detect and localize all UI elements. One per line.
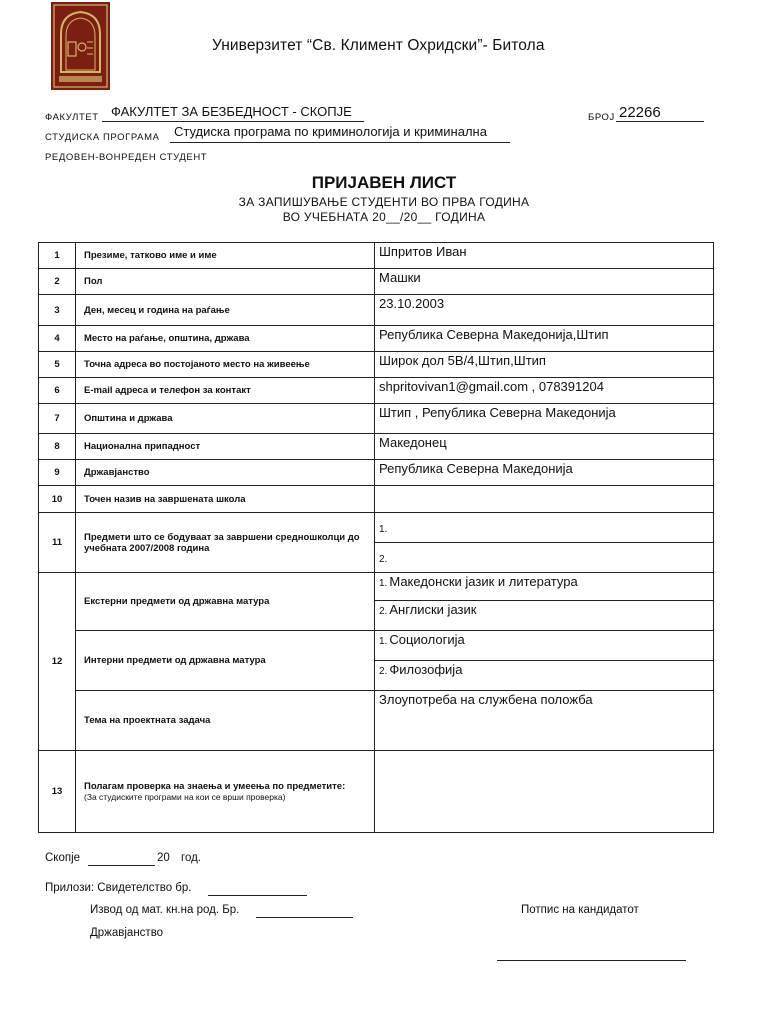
table-row bbox=[39, 573, 714, 601]
number-value: 22266 bbox=[619, 104, 661, 121]
row-number: 10 bbox=[39, 486, 76, 513]
table-row bbox=[39, 295, 714, 326]
university-logo bbox=[51, 2, 110, 90]
signature-line bbox=[497, 960, 686, 961]
number-label: БРОЈ bbox=[588, 112, 615, 123]
row-number: 13 bbox=[39, 751, 76, 833]
row-value: Шпритов Иван bbox=[375, 243, 714, 269]
table-row bbox=[39, 691, 714, 751]
number-underline bbox=[616, 121, 704, 122]
row-value: Машки bbox=[375, 269, 714, 295]
row-value: Македонец bbox=[375, 434, 714, 460]
item-number: 1. bbox=[379, 578, 388, 589]
row-number: 8 bbox=[39, 434, 76, 460]
item-number: 2. bbox=[379, 666, 388, 677]
student-type: РЕДОВЕН-ВОНРЕДЕН СТУДЕНТ bbox=[45, 152, 208, 163]
row-label: Место на раѓање, општина, држава bbox=[76, 326, 375, 352]
row-value: Штип , Република Северна Македонија bbox=[375, 404, 714, 434]
table-row bbox=[39, 404, 714, 434]
row-label: Национална припадност bbox=[76, 434, 375, 460]
row-label: Екстерни предмети од државна матура bbox=[76, 573, 375, 631]
row-number: 3 bbox=[39, 295, 76, 326]
item-number: 1. bbox=[379, 636, 388, 647]
row-value bbox=[375, 513, 714, 543]
row-number: 5 bbox=[39, 352, 76, 378]
row-value bbox=[375, 486, 714, 513]
row-label bbox=[76, 751, 375, 833]
row-label: Презиме, татково име и име bbox=[76, 243, 375, 269]
exam-label: Полагам проверка на знаења и умеења по предметите: bbox=[84, 781, 346, 792]
row-value: 23.10.2003 bbox=[375, 295, 714, 326]
place-label: Скопје bbox=[45, 852, 81, 864]
faculty-label: ФАКУЛТЕТ bbox=[45, 112, 99, 123]
row-number: 4 bbox=[39, 326, 76, 352]
table-row bbox=[39, 751, 714, 833]
row-value bbox=[375, 661, 714, 691]
row-number: 6 bbox=[39, 378, 76, 404]
year-prefix: 20 bbox=[157, 852, 170, 864]
item-number: 2. bbox=[379, 606, 388, 617]
program-value: Студиска програма по криминологија и криминална bbox=[174, 124, 487, 139]
table-row bbox=[39, 434, 714, 460]
registration-table bbox=[38, 242, 714, 833]
table-row bbox=[39, 460, 714, 486]
row-value bbox=[375, 751, 714, 833]
table-row bbox=[39, 269, 714, 295]
row-label: Ден, месец и година на раѓање bbox=[76, 295, 375, 326]
row-value: shpritovivan1@gmail.com , 078391204 bbox=[375, 378, 714, 404]
row-label: Предмети што се бодуваат за завршени средношколци до учебната 2007/2008 година bbox=[76, 513, 375, 573]
faculty-underline bbox=[102, 121, 364, 122]
row-label: Тема на проектната задача bbox=[76, 691, 375, 751]
row-value: Злоупотреба на службена положба bbox=[375, 691, 714, 751]
item-number: 1. bbox=[379, 524, 388, 535]
row-value: Република Северна Македонија bbox=[375, 460, 714, 486]
table-row bbox=[39, 378, 714, 404]
form-title: ПРИЈАВЕН ЛИСТ bbox=[311, 173, 457, 192]
program-label: СТУДИСКА ПРОГРАМА bbox=[45, 132, 160, 143]
item-value: Англиски јазик bbox=[389, 602, 477, 617]
citizenship-label: Државјанство bbox=[90, 927, 164, 939]
row-label: Интерни предмети од државна матура bbox=[76, 631, 375, 691]
row-value bbox=[375, 543, 714, 573]
row-label: Државјанство bbox=[76, 460, 375, 486]
program-underline bbox=[170, 142, 510, 143]
table-row bbox=[39, 513, 714, 543]
table-row bbox=[39, 326, 714, 352]
row-value bbox=[375, 573, 714, 601]
row-label: Точна адреса во постојаното место на живеење bbox=[76, 352, 375, 378]
row-number: 1 bbox=[39, 243, 76, 269]
row-number: 12 bbox=[39, 573, 76, 751]
table-row bbox=[39, 486, 714, 513]
table-row bbox=[39, 352, 714, 378]
excerpt-underline bbox=[256, 917, 353, 918]
table-row bbox=[39, 631, 714, 661]
signature-label: Потпис на кандидатот bbox=[521, 904, 639, 916]
year-suffix: год. bbox=[181, 852, 201, 864]
row-number: 11 bbox=[39, 513, 76, 573]
exam-note: (За студиските програми на кои се врши проверка) bbox=[84, 792, 286, 802]
form-subtitle-2: ВО УЧЕБНАТА 20__/20__ ГОДИНА bbox=[282, 210, 486, 224]
item-value: Филозофија bbox=[389, 662, 463, 677]
faculty-value: ФАКУЛТЕТ ЗА БЕЗБЕДНОСТ - СКОПЈЕ bbox=[111, 104, 352, 119]
attachments-underline bbox=[208, 895, 307, 896]
row-value: Широк дол 5В/4,Штип,Штип bbox=[375, 352, 714, 378]
university-name: Универзитет “Св. Климент Охридски”- Битола bbox=[212, 37, 545, 54]
row-label: Пол bbox=[76, 269, 375, 295]
table-row bbox=[39, 243, 714, 269]
item-number: 2. bbox=[379, 554, 388, 565]
item-value: Социологија bbox=[389, 632, 465, 647]
row-number: 7 bbox=[39, 404, 76, 434]
row-number: 2 bbox=[39, 269, 76, 295]
row-value bbox=[375, 601, 714, 631]
row-value bbox=[375, 631, 714, 661]
row-label: Точен назив на завршената школа bbox=[76, 486, 375, 513]
excerpt-label: Извод од мат. кн.на род. Бр. bbox=[90, 904, 240, 916]
date-underline bbox=[88, 865, 155, 866]
row-number: 9 bbox=[39, 460, 76, 486]
row-label: E-mail адреса и телефон за контакт bbox=[76, 378, 375, 404]
attachments-label: Прилози: Свидетелство бр. bbox=[45, 882, 192, 894]
item-value: Македонски јазик и литература bbox=[389, 574, 578, 589]
row-label: Општина и држава bbox=[76, 404, 375, 434]
row-value: Република Северна Македонија,Штип bbox=[375, 326, 714, 352]
form-subtitle-1: ЗА ЗАПИШУВАЊЕ СТУДЕНТИ ВО ПРВА ГОДИНА bbox=[238, 195, 530, 209]
